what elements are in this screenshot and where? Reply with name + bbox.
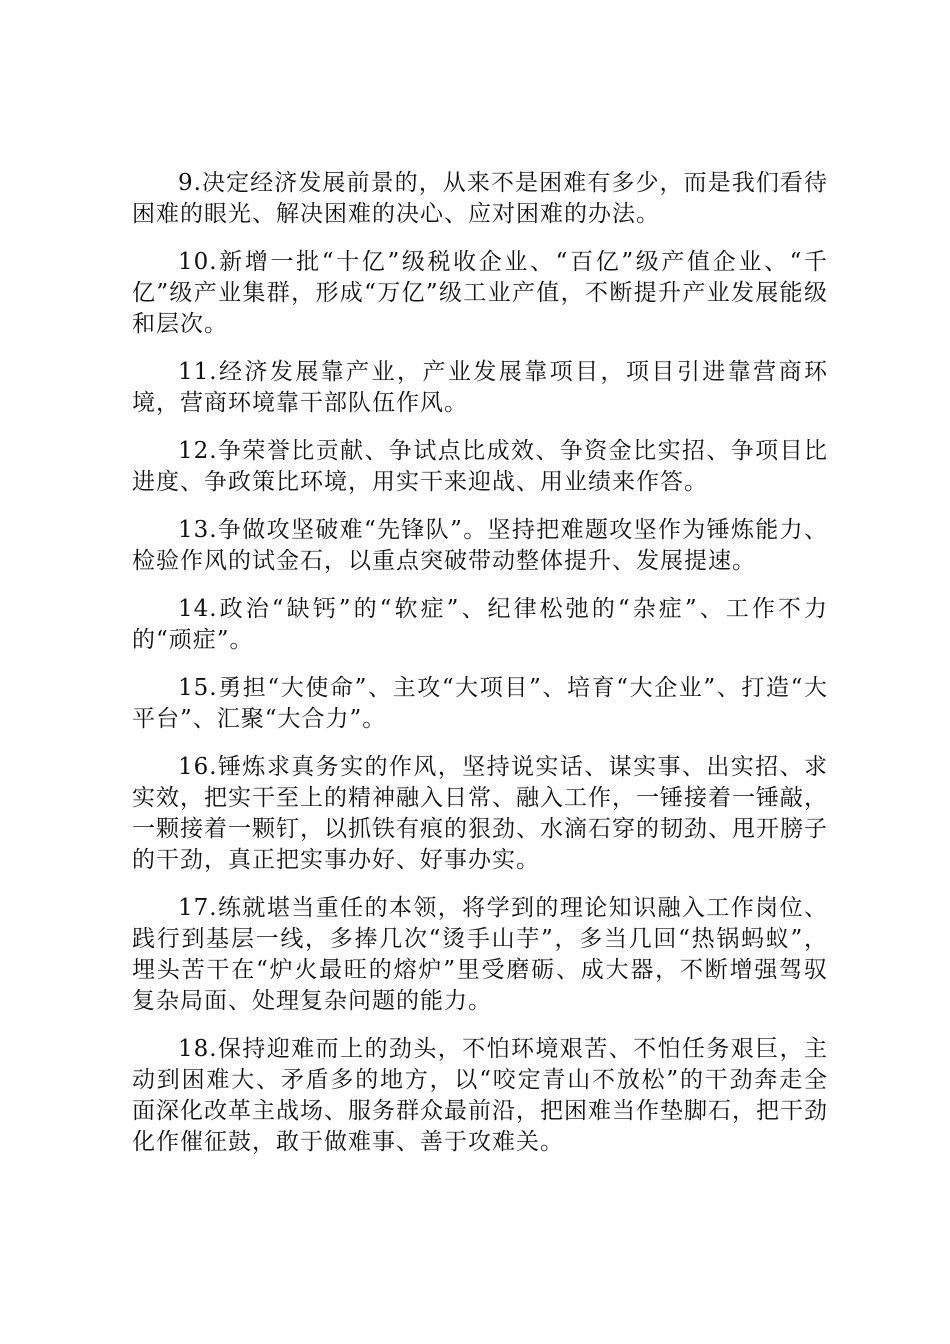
paragraph-11: 11.经济发展靠产业，产业发展靠项目，项目引进靠营商环境，营商环境靠干部队伍作风。	[132, 359, 828, 416]
paragraph-17: 17.练就堪当重任的本领，将学到的理论知识融入工作岗位、践行到基层一线，多捧几次“烫手山芋”，多当几回“热锅蚂蚁”，埋头苦干在“炉火最旺的熔炉”里受磨砺、成大器，不断增强驾驭复杂局面、处理复杂问题的能力。	[132, 895, 828, 1014]
paragraph-18: 18.保持迎难而上的劲头，不怕环境艰苦、不怕任务艰巨，主动到困难大、矛盾多的地方，以“咬定青山不放松”的干劲奔走全面深化改革主战场、服务群众最前沿，把困难当作垫脚石，把干劲化作催征鼓，敢于做难事、善于攻难关。	[132, 1036, 828, 1155]
paragraph-13: 13.争做攻坚破难“先锋队”。坚持把难题攻坚作为锤炼能力、检验作风的试金石，以重点突破带动整体提升、发展提速。	[132, 517, 828, 574]
paragraph-9: 9.决定经济发展前景的，从来不是困难有多少，而是我们看待困难的眼光、解决困难的决心、应对困难的办法。	[132, 170, 828, 227]
paragraph-16: 16.锤炼求真务实的作风，坚持说实话、谋实事、出实招、求实效，把实干至上的精神融入日常、融入工作，一锤接着一锤敲，一颗接着一颗钉，以抓铁有痕的狠劲、水滴石穿的韧劲、甩开膀子的干劲，真正把实事办好、好事办实。	[132, 754, 828, 873]
paragraph-15: 15.勇担“大使命”、主攻“大项目”、培育“大企业”、打造“大平台”、汇聚“大合力”。	[132, 675, 828, 732]
paragraph-14: 14.政治“缺钙”的“软症”、纪律松弛的“杂症”、工作不力的“顽症”。	[132, 596, 828, 653]
document-body	[132, 168, 828, 1175]
paragraph-12: 12.争荣誉比贡献、争试点比成效、争资金比实招、争项目比进度、争政策比环境，用实干来迎战、用业绩来作答。	[132, 438, 828, 495]
paragraph-10: 10.新增一批“十亿”级税收企业、“百亿”级产值企业、“千亿”级产业集群，形成“万亿”级工业产值，不断提升产业发展能级和层次。	[132, 249, 828, 337]
